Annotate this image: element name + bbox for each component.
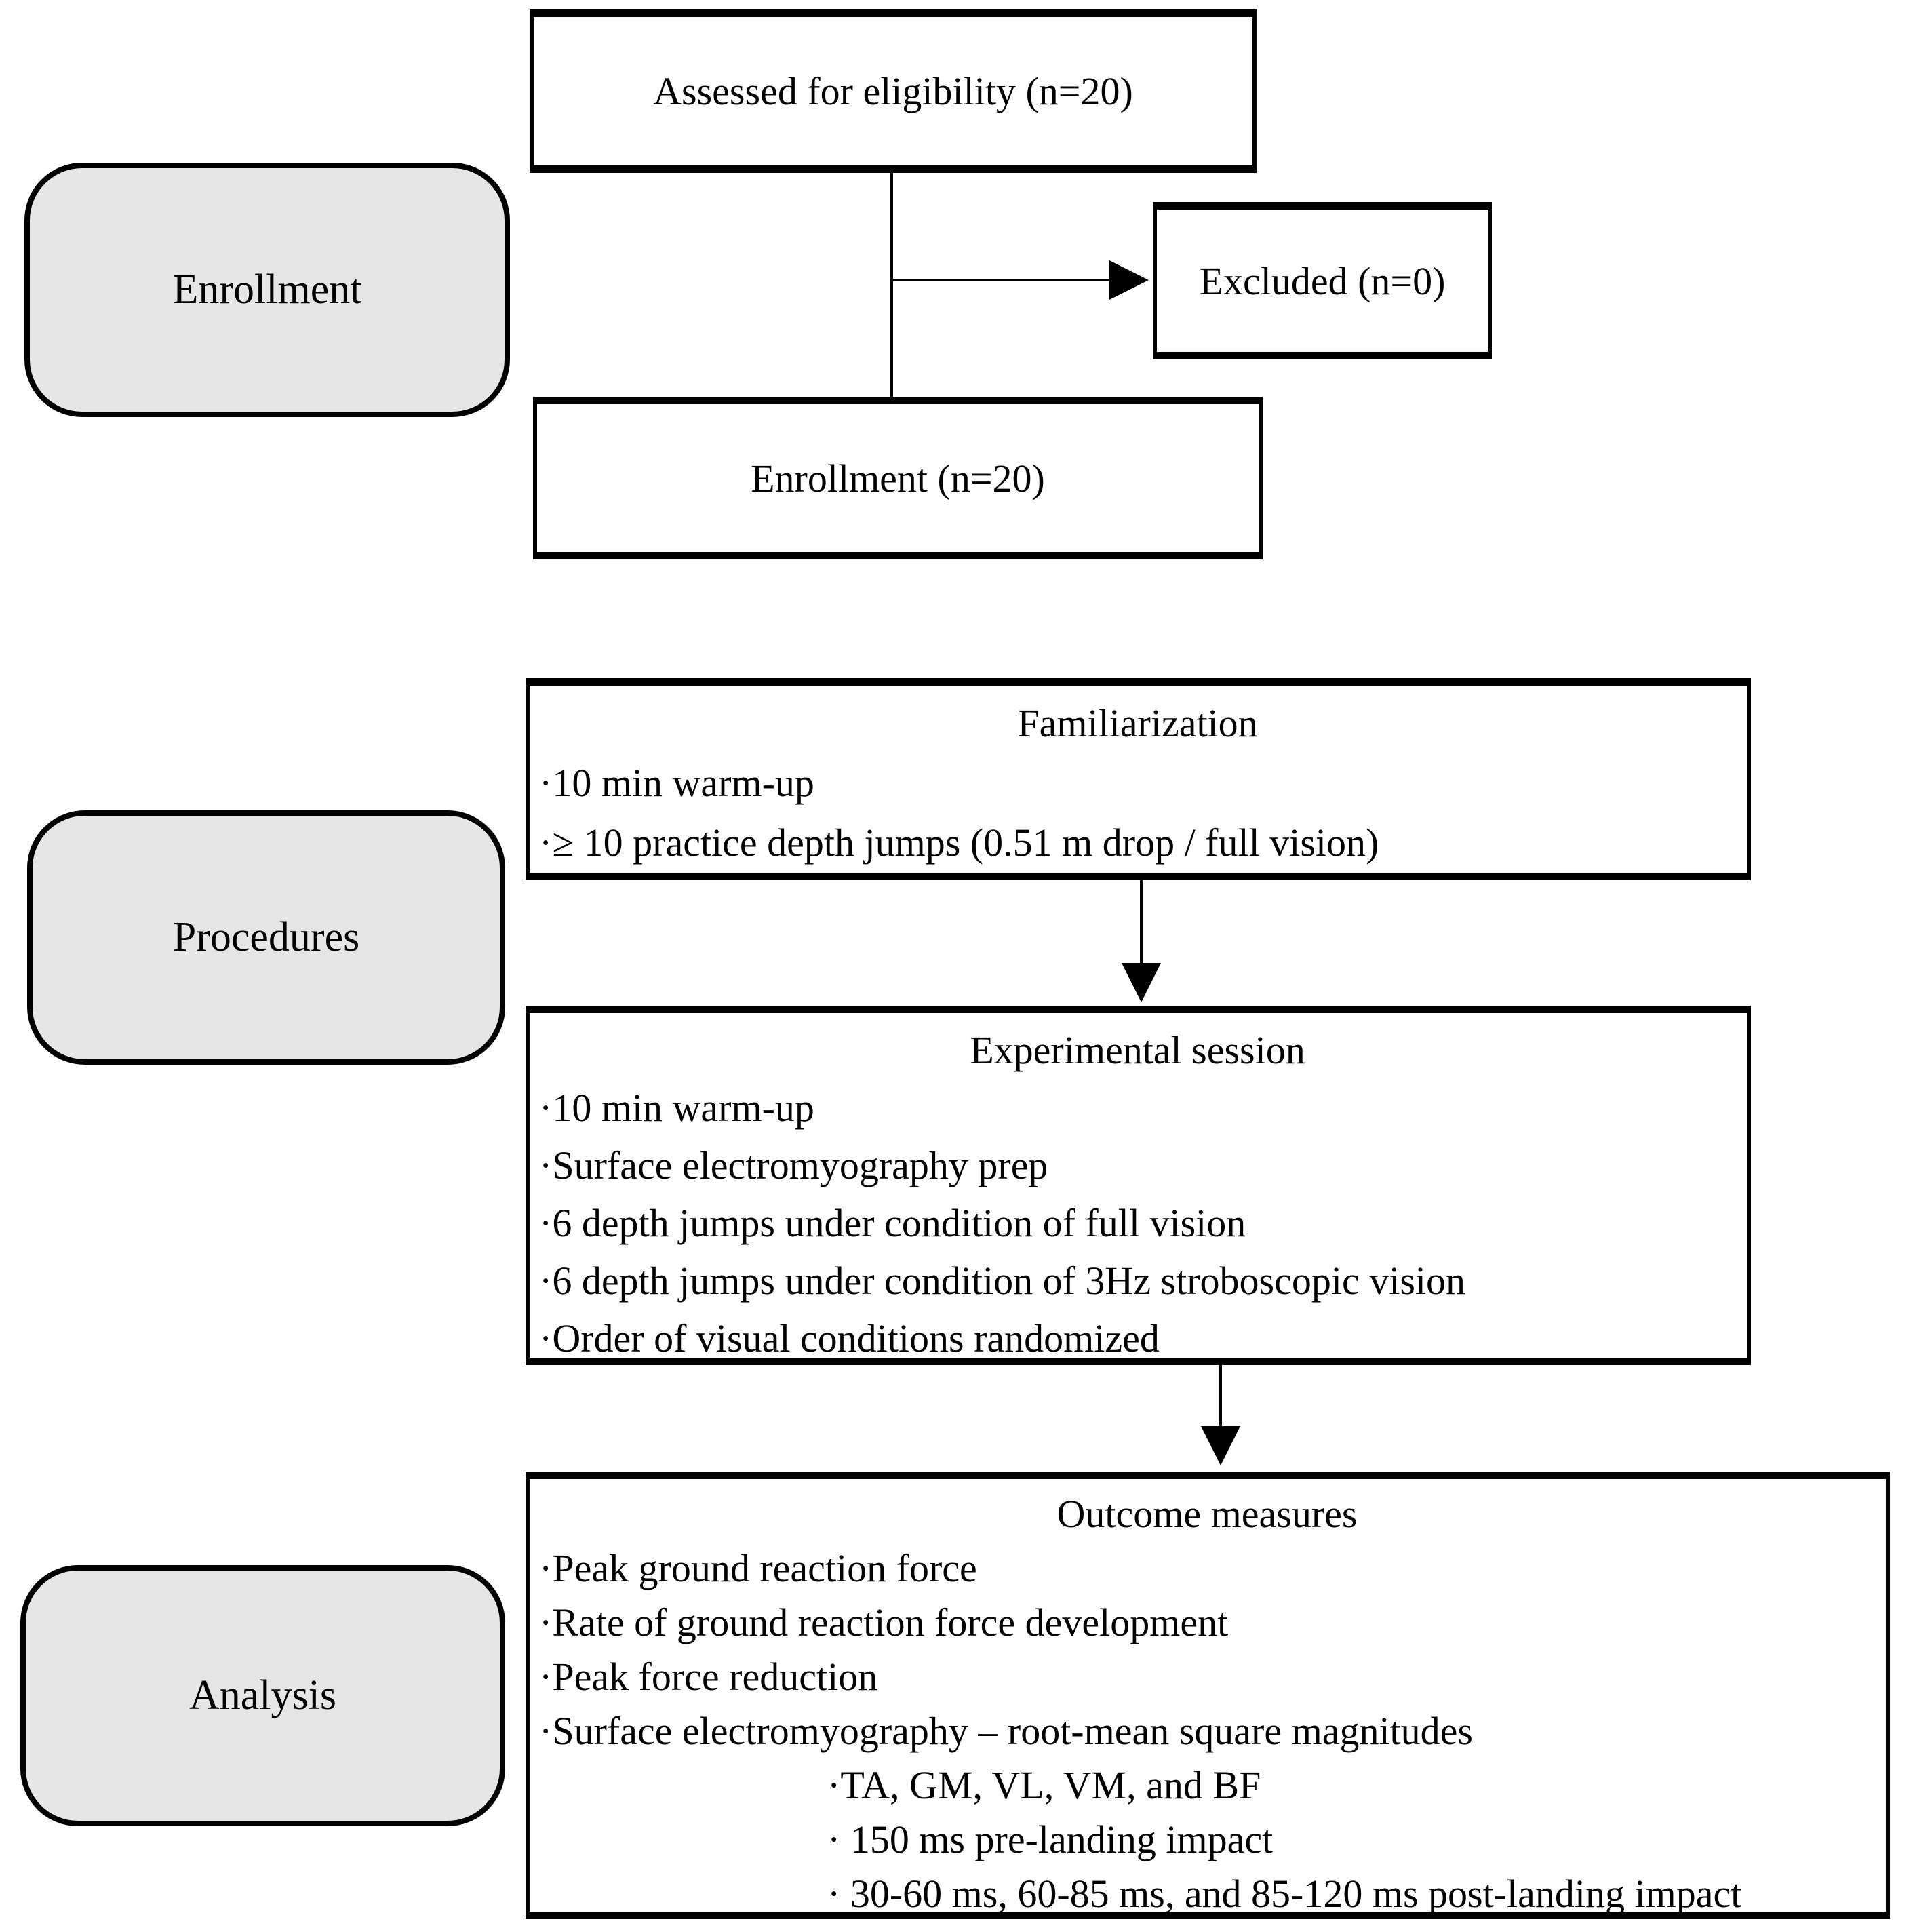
arrowhead-right-icon [1109, 260, 1149, 300]
bullet-line: · 150 ms pre-landing impact [827, 1817, 1274, 1861]
familiarization-title: Familiarization [1017, 701, 1258, 745]
excluded-box [1153, 202, 1492, 359]
connector-experimental-to-outcome [1219, 1365, 1222, 1427]
bullet-line: ·TA, GM, VL, VM, and BF [827, 1763, 1261, 1807]
bullet-line: ·Rate of ground reaction force development [539, 1600, 1229, 1644]
outcome-measures-sub-bullet-list [539, 1758, 1875, 1921]
assessed-for-eligibility-box [530, 9, 1257, 173]
connector-assessed-to-enrollment [890, 173, 893, 397]
experimental-session-title: Experimental session [970, 1028, 1305, 1072]
connector-familiarization-to-experimental [1140, 880, 1143, 964]
bullet-line: ·≥ 10 practice depth jumps (0.51 m drop / full vision) [539, 821, 1379, 865]
stage-procedures-label: Procedures [172, 914, 360, 960]
bullet-line: ·Surface electromyography – root-mean square magnitudes [539, 1709, 1473, 1753]
bullet-line: · 30-60 ms, 60-85 ms, and 85-120 ms post-landing impact [827, 1872, 1742, 1916]
stage-enrollment [24, 163, 510, 417]
connector-branch-to-excluded [890, 279, 1111, 281]
experimental-session-bullet-list [539, 1079, 1736, 1367]
stage-analysis-label: Analysis [189, 1672, 336, 1718]
familiarization-box [526, 678, 1751, 880]
arrowhead-down-icon [1201, 1426, 1240, 1465]
bullet-line: ·6 depth jumps under condition of 3Hz stroboscopic vision [539, 1259, 1466, 1303]
bullet-line: ·10 min warm-up [539, 761, 814, 805]
bullet-line: ·Order of visual conditions randomized [539, 1316, 1160, 1360]
outcome-measures-title: Outcome measures [1057, 1492, 1358, 1536]
arrowhead-down-icon [1122, 963, 1161, 1002]
stage-enrollment-label: Enrollment [172, 267, 362, 313]
assessed-for-eligibility-label: Assessed for eligibility (n=20) [653, 69, 1133, 113]
bullet-line: ·6 depth jumps under condition of full vision [539, 1201, 1246, 1245]
bullet-line: ·Peak force reduction [539, 1655, 878, 1699]
outcome-measures-box [526, 1472, 1890, 1919]
enrollment-label: Enrollment (n=20) [751, 456, 1045, 500]
bullet-line: ·Peak ground reaction force [539, 1546, 977, 1590]
enrollment-box [533, 397, 1263, 559]
outcome-measures-bullet-list [539, 1541, 1875, 1758]
experimental-session-box [526, 1006, 1751, 1365]
bullet-line: ·10 min warm-up [539, 1086, 814, 1130]
bullet-line: ·Surface electromyography prep [539, 1143, 1048, 1187]
stage-procedures [27, 810, 505, 1065]
familiarization-bullet-list [539, 753, 1736, 873]
stage-analysis [20, 1565, 505, 1826]
excluded-label: Excluded (n=0) [1199, 258, 1446, 303]
